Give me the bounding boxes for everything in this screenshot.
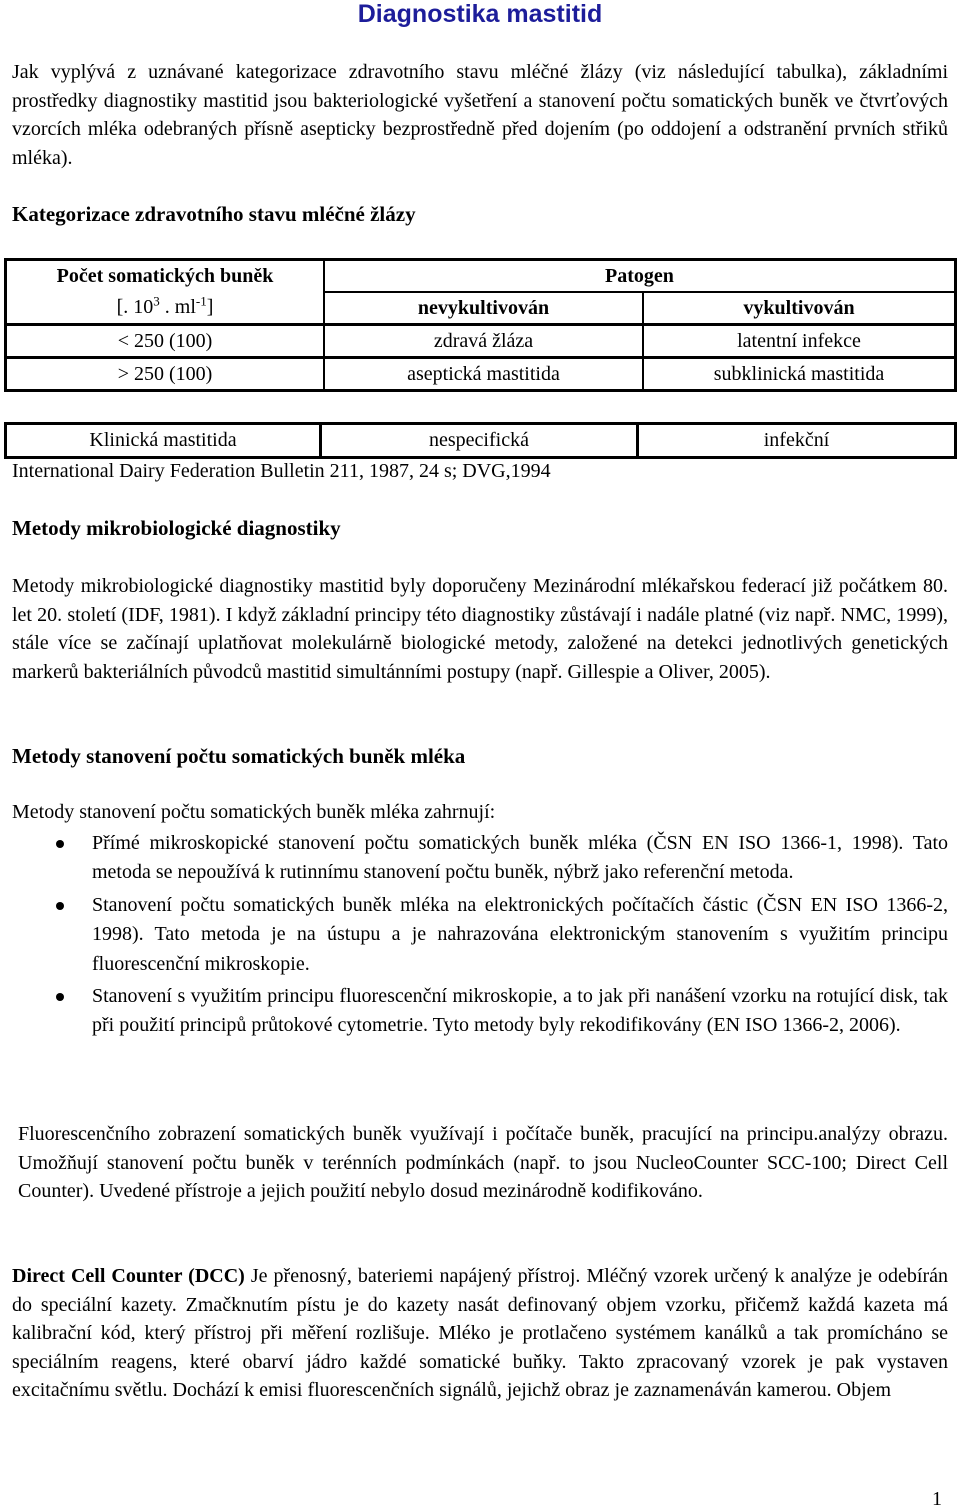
scc-methods-intro: Metody stanovení počtu somatických buněk mléka zahrnují: — [12, 801, 496, 823]
table-cell: nespecifická — [321, 424, 638, 458]
microbiology-paragraph: Metody mikrobiologické diagnostiky mastitid byly doporučeny Mezinárodní mlékařskou federací již počátkem 80. let 20. století (IDF, 1981). I když základní principy této diagnostiky zůstávají i nadále platné (viz např. NMC, 1999), stále více se začínají uplatňovat molekulárně biologické metody, založené na detekci jednotlivých genetických markerů bakteriálních původců mastitid simultánními postupy (např. Gillespie a Oliver, 2005). — [12, 575, 948, 683]
section-heading-scc-methods: Metody stanovení počtu somatických buněk mléka — [12, 744, 466, 768]
page-title: Diagnostika mastitid — [357, 0, 603, 28]
bullet-icon — [56, 840, 64, 848]
fluorescence-paragraph: Fluorescenčního zobrazení somatických buněk využívají i počítače buněk, pracující na principu.analýzy obrazu. Umožňují stanovení počtu buněk v terénních podmínkách (např. to jsou NucleoCounter SCC-100; Direct Cell Counter). Uvedené přístroje a jejich použití nebylo dosud mezinárodně kodifikováno. — [18, 1123, 948, 1202]
bullet-icon — [56, 993, 64, 1001]
clinical-mastitis-table — [4, 422, 957, 459]
table-cell: zdravá žláza — [324, 325, 643, 358]
scc-methods-list — [0, 829, 948, 1044]
table-heading: Kategorizace zdravotního stavu mléčné žlázy — [12, 202, 416, 226]
intro-paragraph: Jak vyplývá z uznávané kategorizace zdravotního stavu mléčné žlázy (viz následující tabulka), základními prostředky diagnostiky mastitid jsou bakteriologické vyšetření a stanovení počtu somatických buněk ve čtvrťových vzorcích mléka odebraných přísně asepticky bezprostředně před dojením (po oddojení a odstranění prvních střiků mléka). — [12, 61, 948, 169]
table-source: International Dairy Federation Bulletin 211, 1987, 24 s; DVG,1994 — [12, 460, 551, 482]
mammary-health-table — [4, 258, 957, 392]
table-cell: < 250 (100) — [6, 325, 325, 358]
pathogen-header: Patogen — [324, 260, 956, 293]
col-header-scc-line1: Počet somatických buněk — [56, 265, 274, 287]
table-cell: subklinická mastitida — [643, 358, 956, 391]
sub-header-cultivated: vykultivován — [643, 292, 956, 325]
table-cell: Klinická mastitida — [6, 424, 321, 458]
table-cell: aseptická mastitida — [324, 358, 643, 391]
list-item: Stanovení s využitím principu fluorescenční mikroskopie, a to jak při nanášení vzorku na rotující disk, tak při použití principů průtokové cytometrie. Tyto metody byly rekodifikovány (EN ISO 1366-2, 2006). — [0, 982, 948, 1041]
table-cell: infekční — [638, 424, 956, 458]
section-heading-microbiology: Metody mikrobiologické diagnostiky — [12, 516, 341, 540]
sub-header-not-cultivated: nevykultivován — [324, 292, 643, 325]
page-number: 1 — [932, 1488, 942, 1510]
list-item: Stanovení počtu somatických buněk mléka na elektronických počítačích částic (ČSN EN ISO 1366-2, 1998). Tato metoda je na ústupu a je nahrazována elektronickým stanovením s využitím principu fluorescenční mikroskopie. — [0, 891, 948, 979]
table-cell: > 250 (100) — [6, 358, 325, 391]
bullet-icon — [56, 902, 64, 910]
dcc-paragraph: Direct Cell Counter (DCC) Je přenosný, bateriemi napájený přístroj. Mléčný vzorek určený k analýze je odebírán do speciální kazety. Zmačknutím pístu je do kazety nasát definovaný objem vzorku, přičemž každá kazeta má kalibrační kód, který přístroj při měření rozlišuje. Mléko je protlačeno systémem kanálků a tak promícháno se speciálním reagens, které obarví jádro každé somatické buňky. Takto zpracovaný vzorek je pak vystaven excitačnímu světlu. Dochází k emisi fluorescenčních signálů, jejichž obraz je zaznamenáván kamerou. Objem — [12, 1265, 948, 1401]
table-cell: latentní infekce — [643, 325, 956, 358]
dcc-term: Direct Cell Counter (DCC) — [12, 1265, 245, 1287]
list-item: Přímé mikroskopické stanovení počtu somatických buněk mléka (ČSN EN ISO 1366-1, 1998). Tato metoda se nepoužívá k rutinnímu stanovení počtu buněk, nýbrž jako referenční metoda. — [0, 829, 948, 888]
col-header-scc-unit: [. $10^3$ . $ml^{-1}$] — [116, 293, 214, 318]
